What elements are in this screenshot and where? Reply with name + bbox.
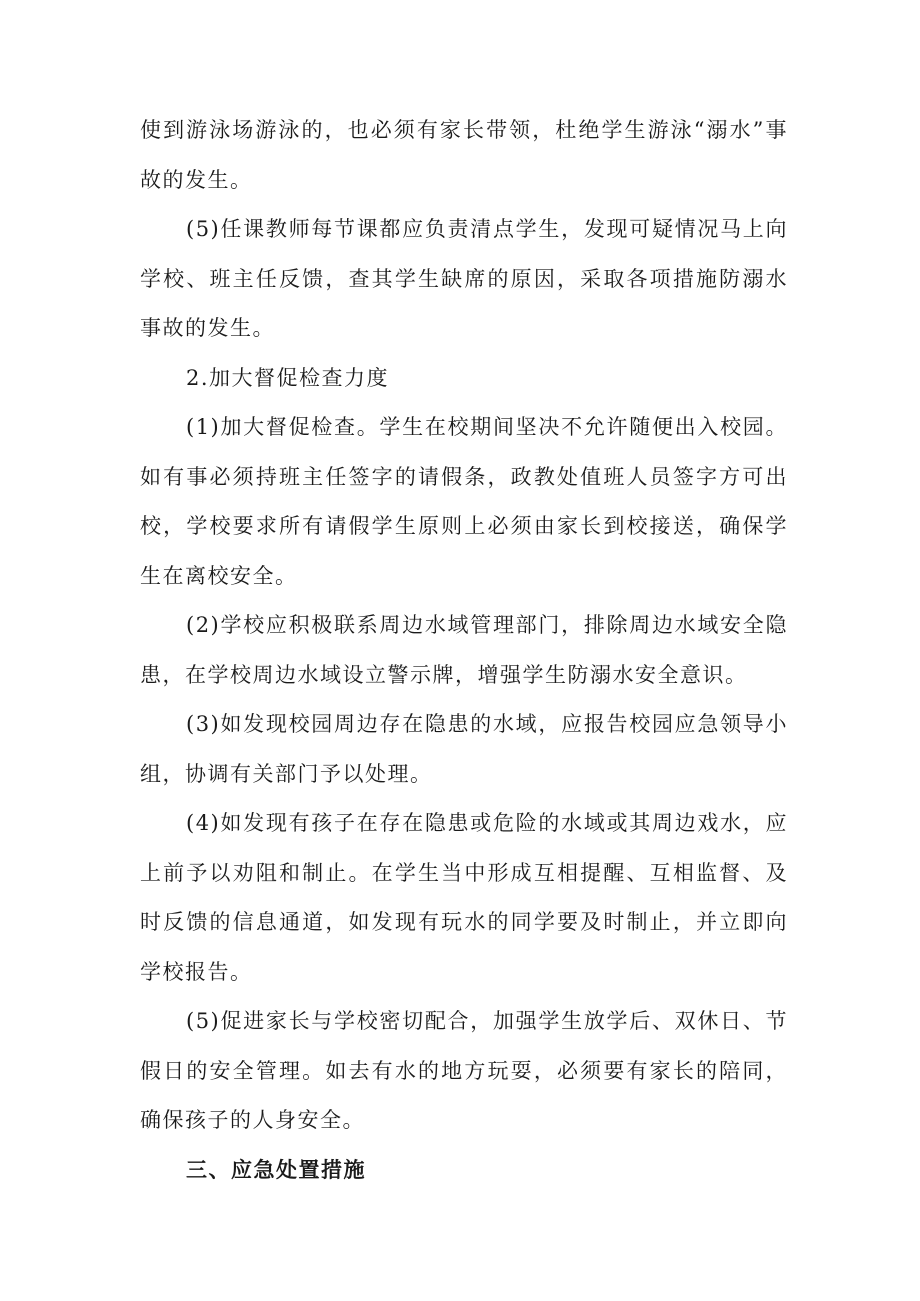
paragraph-item-5-parents: (5)促进家长与学校密切配合，加强学生放学后、双休日、节假日的安全管理。如去有水的地方玩耍，必须要有家长的陪同，确保孩子的人身安全。: [140, 1009, 788, 1132]
paragraph-item-3: (3)如发现校园周边存在隐患的水域，应报告校园应急领导小组，协调有关部门予以处理。: [140, 712, 788, 786]
paragraph-item-1: (1)加大督促检查。学生在校期间坚决不允许随便出入校园。如有事必须持班主任签字的请假条，政教处值班人员签字方可出校，学校要求所有请假学生原则上必须由家长到校接送，确保学生在离校安全。: [140, 415, 788, 588]
paragraph-continuation: 使到游泳场游泳的，也必须有家长带领，杜绝学生游泳“溺水”事故的发生。: [140, 118, 788, 192]
section-heading: 三、应急处置措施: [186, 1157, 366, 1182]
subsection-title: 2.加大督促检查力度: [186, 365, 390, 390]
paragraph-item-5-teacher: (5)任课教师每节课都应负责清点学生，发现可疑情况马上向学校、班主任反馈，查其学生缺席的原因，采取各项措施防溺水事故的发生。: [140, 217, 788, 340]
document-body: [140, 106, 788, 1195]
paragraph-item-4: (4)如发现有孩子在存在隐患或危险的水域或其周边戏水，应上前予以劝阻和制止。在学生当中形成互相提醒、互相监督、及时反馈的信息通道，如发现有玩水的同学要及时制止，并立即向学校报告。: [140, 811, 788, 984]
paragraph-item-2: (2)学校应积极联系周边水域管理部门，排除周边水域安全隐患，在学校周边水域设立警示牌，增强学生防溺水安全意识。: [140, 613, 788, 687]
